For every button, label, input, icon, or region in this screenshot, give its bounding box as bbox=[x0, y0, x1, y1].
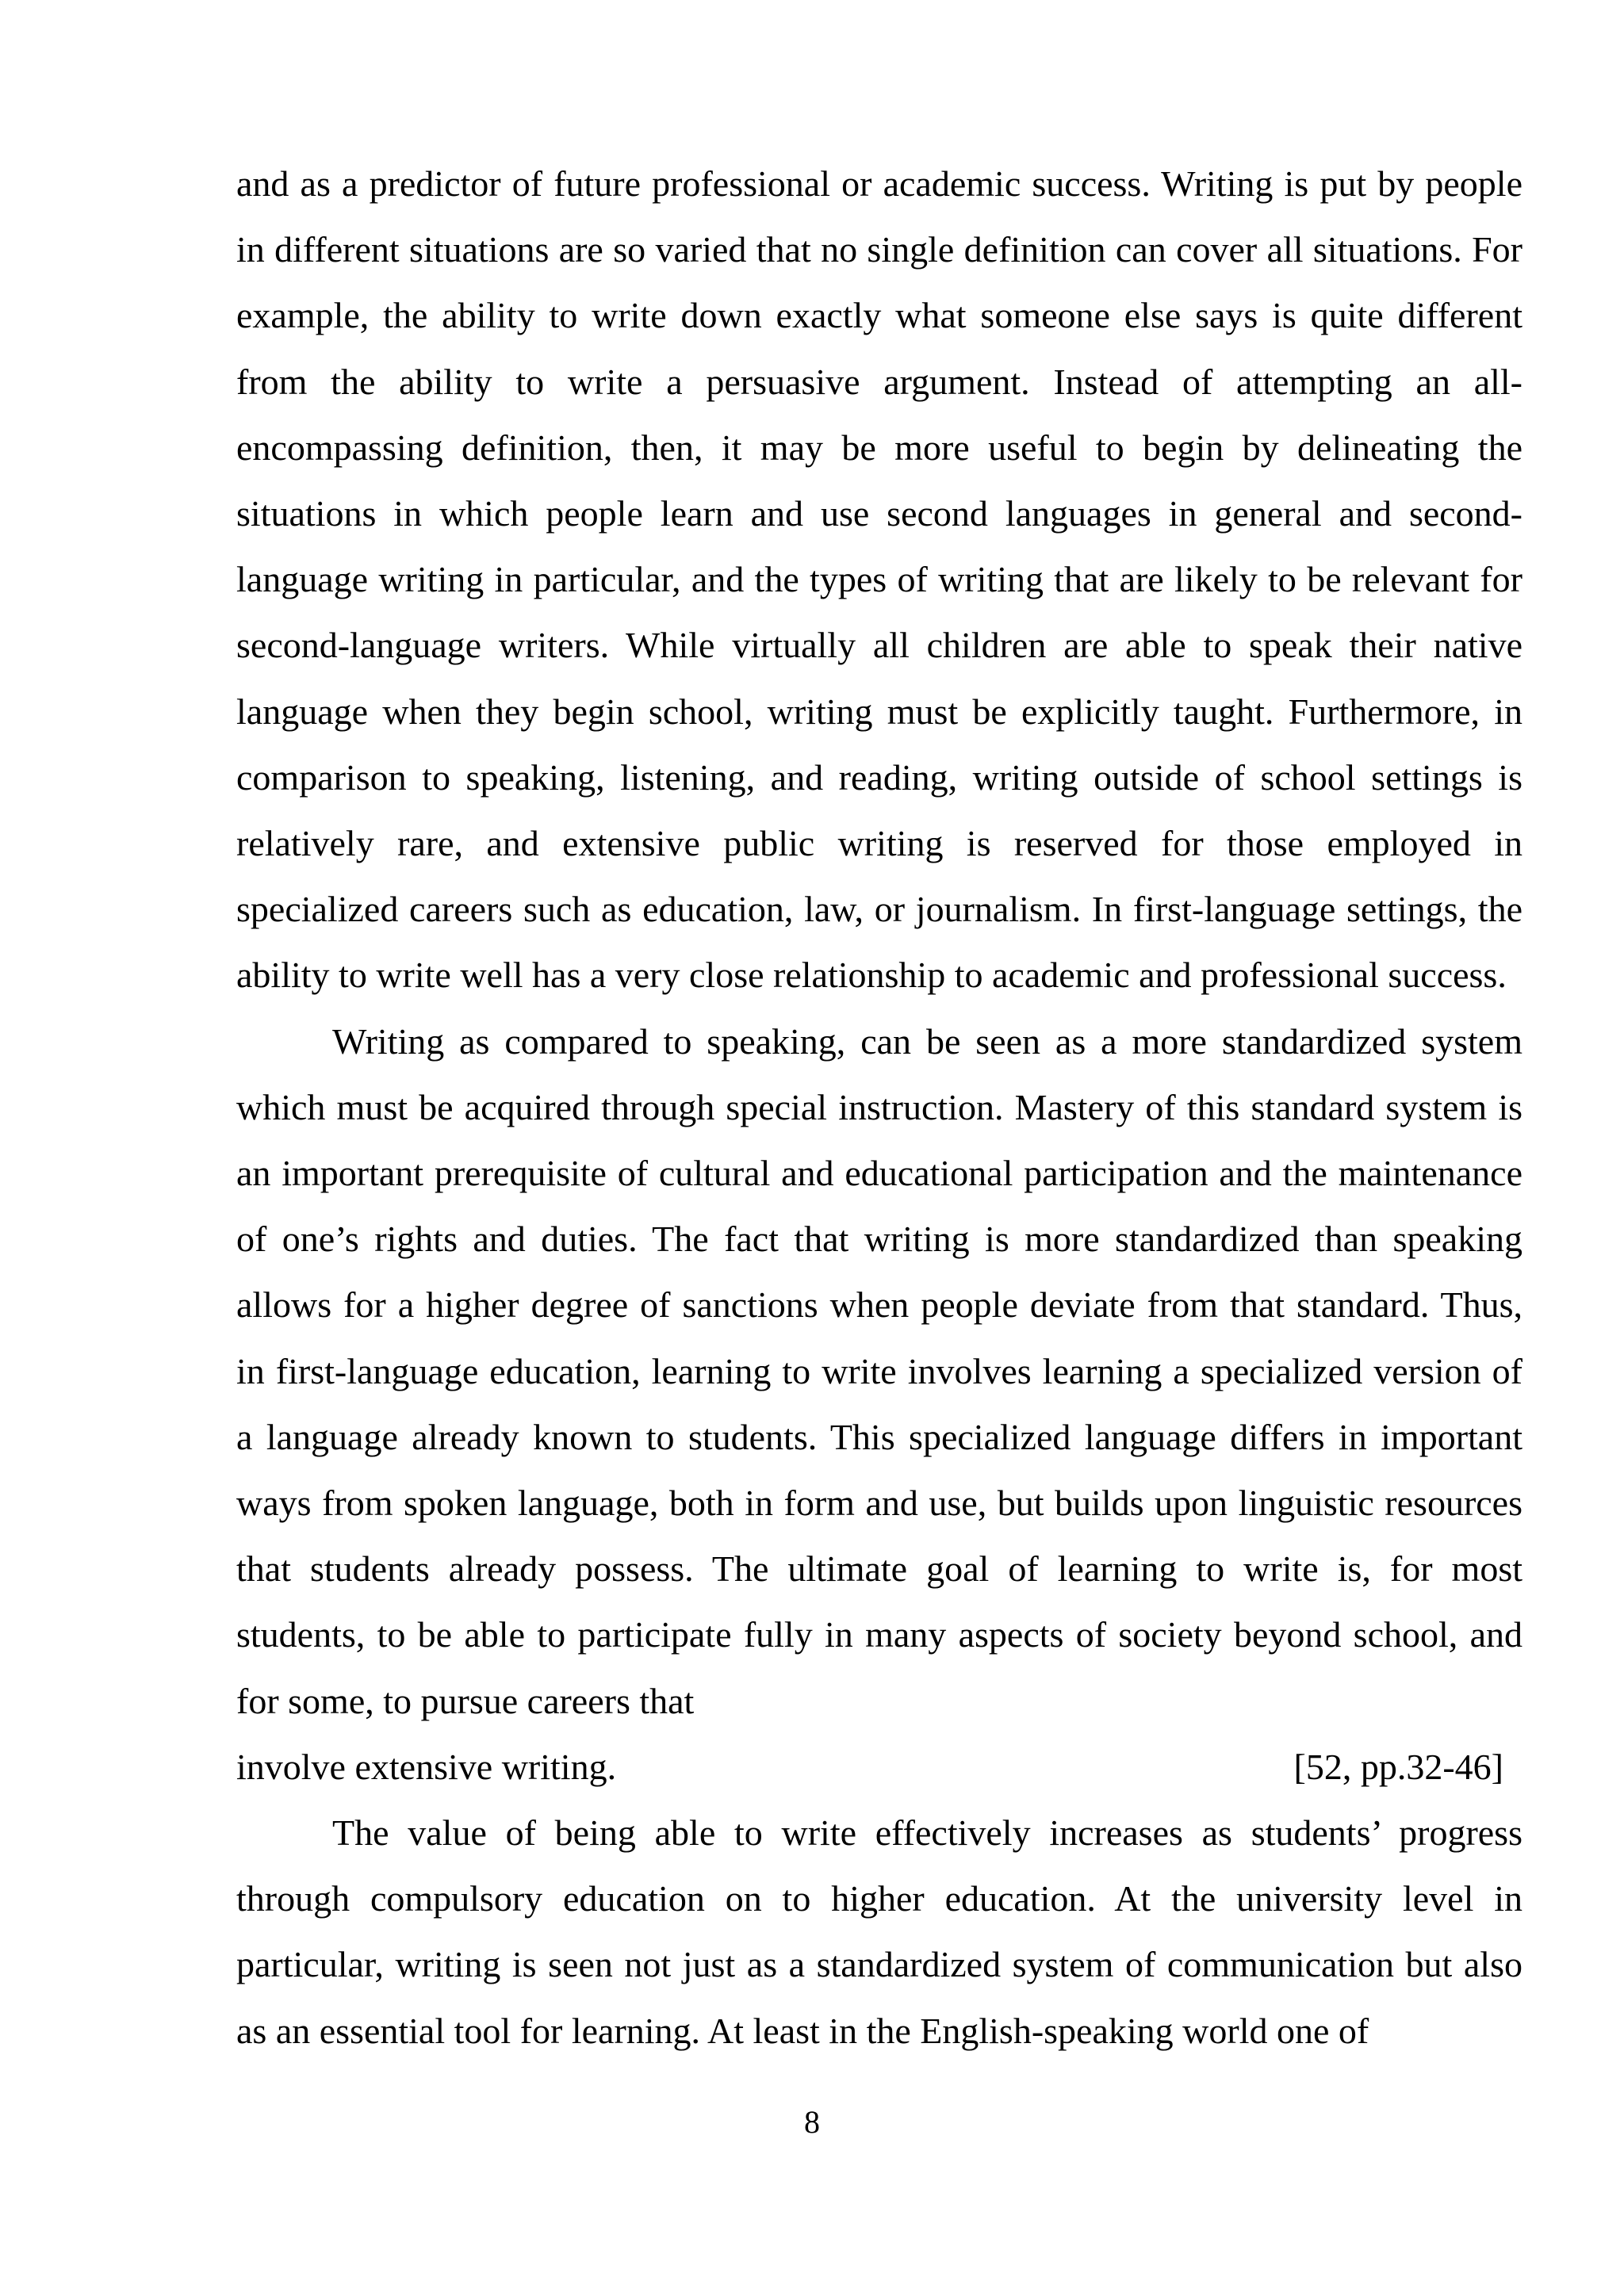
paragraph-2 bbox=[236, 1008, 1522, 1734]
page-number: 8 bbox=[804, 2104, 820, 2140]
paragraph-2-final-line bbox=[236, 1734, 1522, 1800]
body-text bbox=[236, 151, 1522, 2064]
citation-reference: [52, pp.32-46] bbox=[1293, 1746, 1503, 1787]
paragraph-1: and as a predictor of future professional or academic success. Writing is put by people in different situations are so varied that no single definition can cover all situations. For example, the ability to write down exactly what someone else says is quite different from the ability to write a persuasive argument. Instead of attempting an all-encompassing definition, then, it may be more useful to begin by delineating the situations in which people learn and use second languages in general and second-language writing in particular, and the types of writing that are likely to be relevant for second-language writers. While virtually all children are able to speak their native language when they begin school, writing must be explicitly taught. Furthermore, in comparison to speaking, listening, and reading, writing outside of school settings is relatively rare, and extensive public writing is reserved for those employed in specialized careers such as education, law, or journalism. In first-language settings, the ability to write well has a very close relationship to academic and professional success. bbox=[236, 163, 1522, 996]
paragraph-2-text: Writing as compared to speaking, can be seen as a more standardized system which must be acquired through special instruction. Mastery of this standard system is an important prerequisite of cultural and educational participation and the maintenance of one’s rights and duties. The fact that writing is more standardized than speaking allows for a higher degree of sanctions when people deviate from that standard. Thus, in first-language education, learning to write involves learning a specialized version of a language already known to students. This specialized language differs in important ways from spoken language, both in form and use, but builds upon linguistic resources that students already possess. The ultimate goal of learning to write is, for most students, to be able to participate fully in many aspects of society beyond school, and for some, to pursue careers that bbox=[236, 1020, 1522, 1721]
paragraph-3: The value of being able to write effectively increases as students’ progress through compulsory education on to higher education. At the university level in particular, writing is seen not just as a standardized system of communication but also as an essential tool for learning. At least in the English-speaking world one of bbox=[236, 1812, 1522, 2051]
paragraph-2-last-line-text: involve extensive writing. bbox=[236, 1746, 617, 1787]
